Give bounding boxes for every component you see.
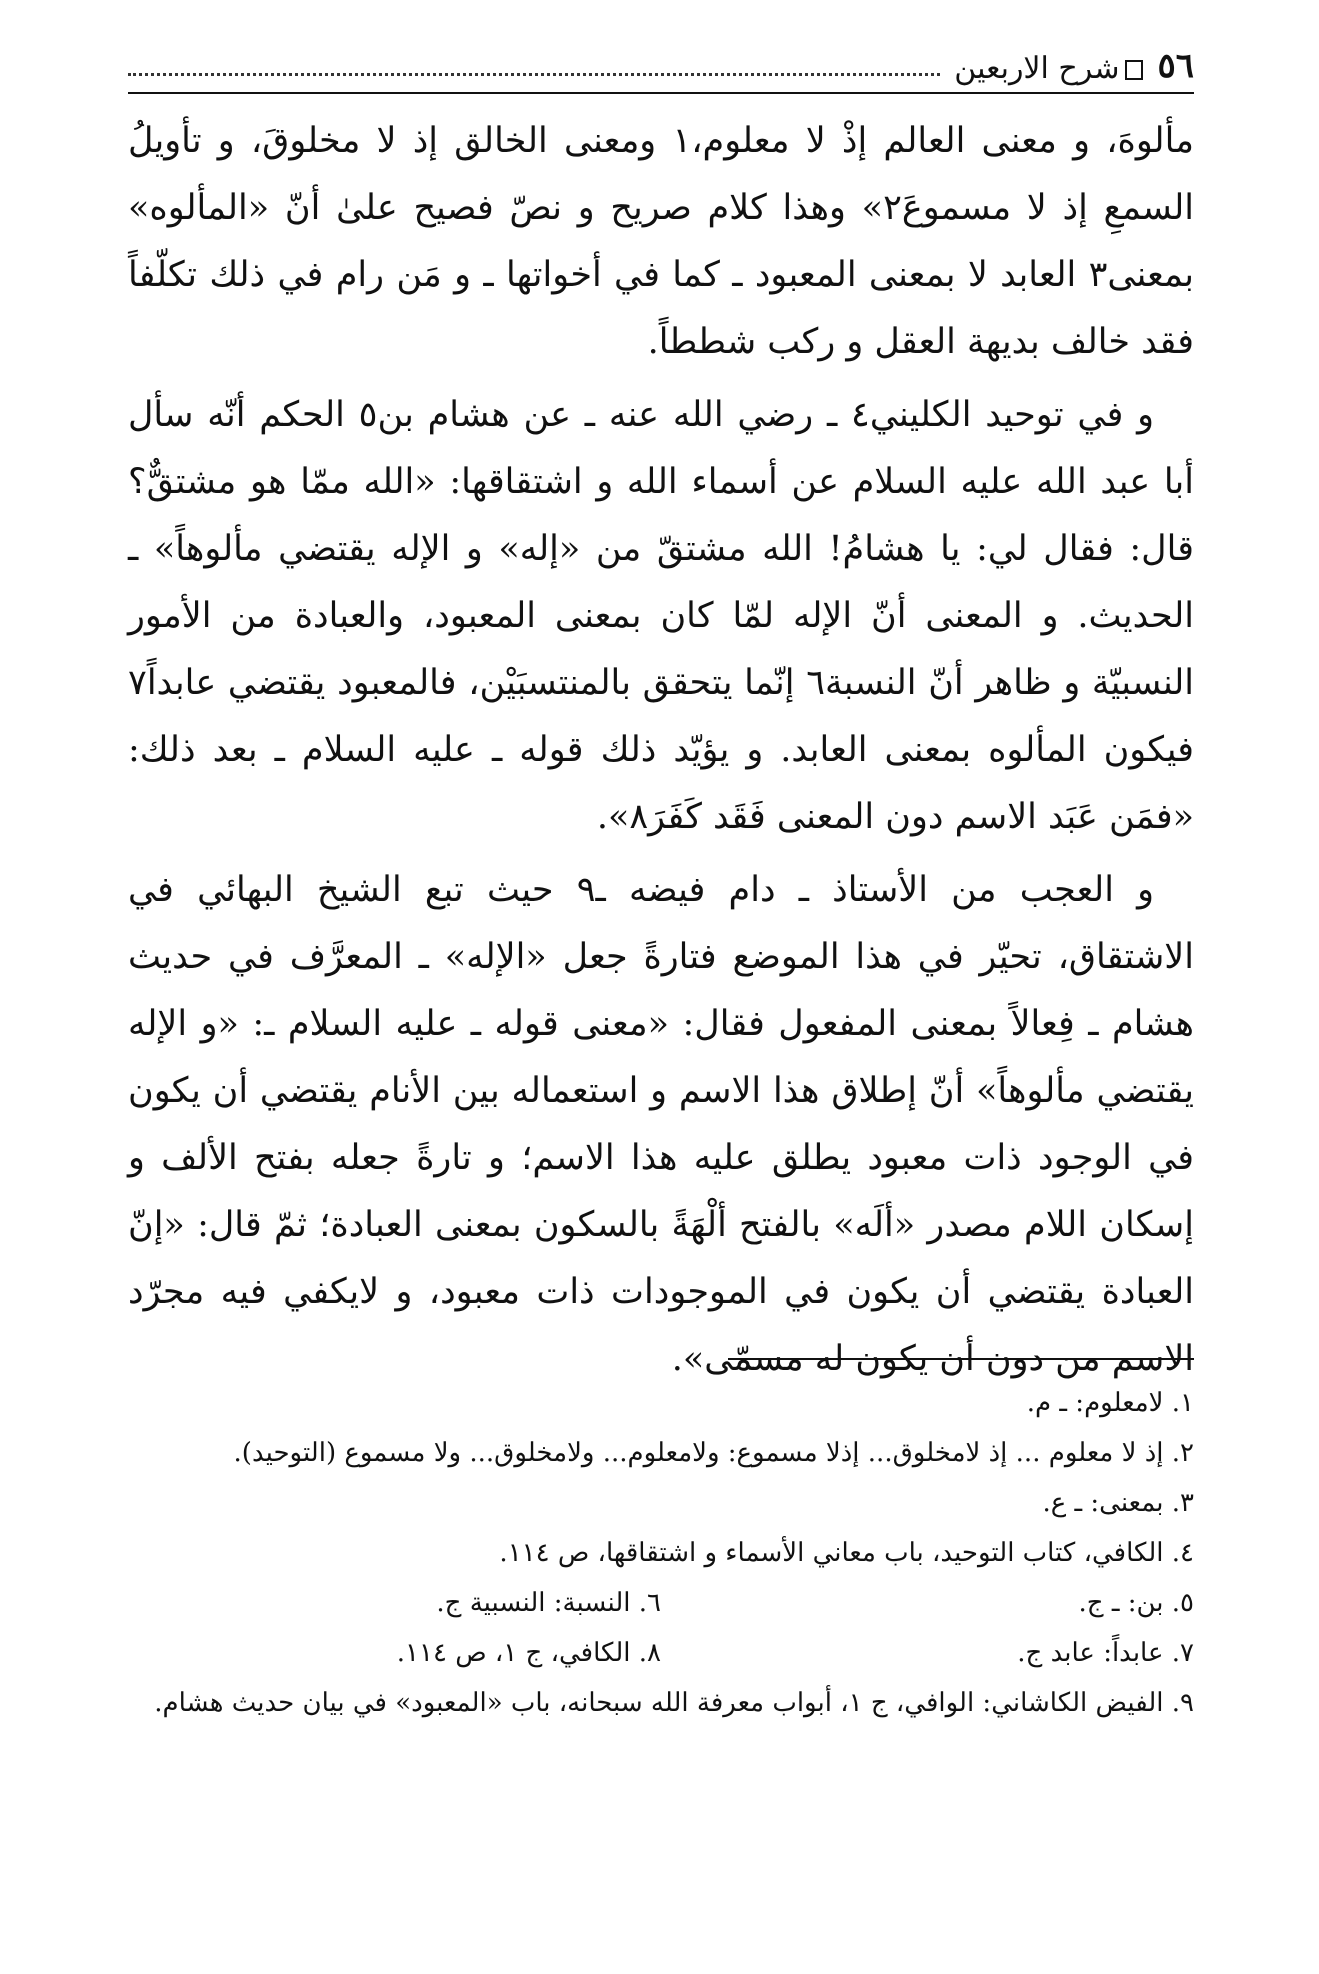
footnote-4: ٤. الكافي، كتاب التوحيد، باب معاني الأسماء و اشتقاقها، ص ١١٤.: [499, 1538, 1194, 1568]
footnote-9: ٩. الفيض الكاشاني: الوافي، ج ١، أبواب معرفة الله سبحانه، باب «المعبود» في بيان حديث هشام.: [154, 1688, 1194, 1718]
running-title: شرح الاربعين: [954, 51, 1120, 86]
paragraph-2: و في توحيد الكليني٤ ـ رضي الله عنه ـ عن هشام بن٥ الحكم أنّه سأل أبا عبد الله عليه السلام عن أسماء الله و اشتقاقها: «الله ممّا هو مشتقٌّ؟ قال: فقال لي: يا هشامُ! الله مشتقّ من «إله» و الإله يقتضي مألوهاً» ـ الحديث. و المعنى أنّ الإله لمّا كان بمعنى المعبود، والعبادة من الأمور النسبيّة و ظاهر أنّ النسبة٦ إنّما يتحقق بالمنتسبَيْن، فالمعبود يقتضي عابداً٧ فيكون المألوه بمعنى العابد. و يؤيّد ذلك قوله ـ عليه السلام ـ بعد ذلك: «فمَن عَبَد الاسم دون المعنى فَقَد كَفَرَ٨».: [128, 395, 1194, 837]
footnote-6: ٦. النسبة: النسبية ج.: [436, 1588, 661, 1618]
footnote-7: ٧. عابداً: عابد ج.: [1017, 1638, 1194, 1668]
footnote-5: ٥. بن: ـ ج.: [1078, 1588, 1194, 1618]
footnote-8: ٨. الكافي، ج ١، ص ١١٤.: [396, 1638, 661, 1668]
paragraph-1: مألوهَ، و معنى العالم إذْ لا معلوم،١ ومعنى الخالق إذ لا مخلوقَ، و تأويلُ السمعِ إذ لا مسموعَ٢» وهذا كلام صريح و نصّ فصيح علىٰ أنّ «المألوه» بمعنى٣ العابد لا بمعنى المعبود ـ كما في أخواتها ـ و مَن رام في ذلك تكلّفاً فقد خالف بديهة العقل و ركب شططاً.: [128, 121, 1195, 362]
footnote-row-5-6: [128, 1578, 1194, 1628]
footnote-separator: [728, 1358, 1194, 1360]
header-dotted-leader: [128, 73, 940, 76]
running-header: [128, 30, 1194, 94]
paragraph-3: و العجب من الأستاذ ـ دام فيضه ـ٩ حيث تبع الشيخ البهائي في الاشتقاق، تحيّر في هذا الموضع فتارةً جعل «الإله» ـ المعرَّف في حديث هشام ـ فِعالاً بمعنى المفعول فقال: «معنى قوله ـ عليه السلام ـ: «و الإله يقتضي مألوهاً» أنّ إطلاق هذا الاسم و استعماله بين الأنام يقتضي أن يكون في الوجود ذات معبود يطلق عليه هذا الاسم؛ و تارةً جعله بفتح الألف و إسكان اللام مصدر «ألَه» بالفتح ألْهَةً بالسكون بمعنى العبادة؛ ثمّ قال: «إنّ العبادة يقتضي أن يكون في الموجودات ذات معبود، و لايكفي فيه مجرّد الاسم من دون أن يكون له مسمّى».: [128, 870, 1194, 1379]
page-number: ٥٦: [1157, 46, 1194, 86]
footnote-row-7-8: [128, 1628, 1194, 1678]
footnote-3: ٣. بمعنى: ـ ع.: [1042, 1488, 1194, 1518]
footnote-2: ٢. إذ لا معلوم ... إذ لامخلوق... إذلا مسموع: ولامعلوم... ولامخلوق... ولا مسموع (التوحيد).: [233, 1438, 1194, 1468]
footnotes: [128, 1378, 1194, 1728]
square-ornament-icon: [1125, 60, 1143, 80]
footnote-1: ١. لامعلوم: ـ م.: [1026, 1388, 1194, 1418]
main-text: [128, 108, 1194, 1399]
